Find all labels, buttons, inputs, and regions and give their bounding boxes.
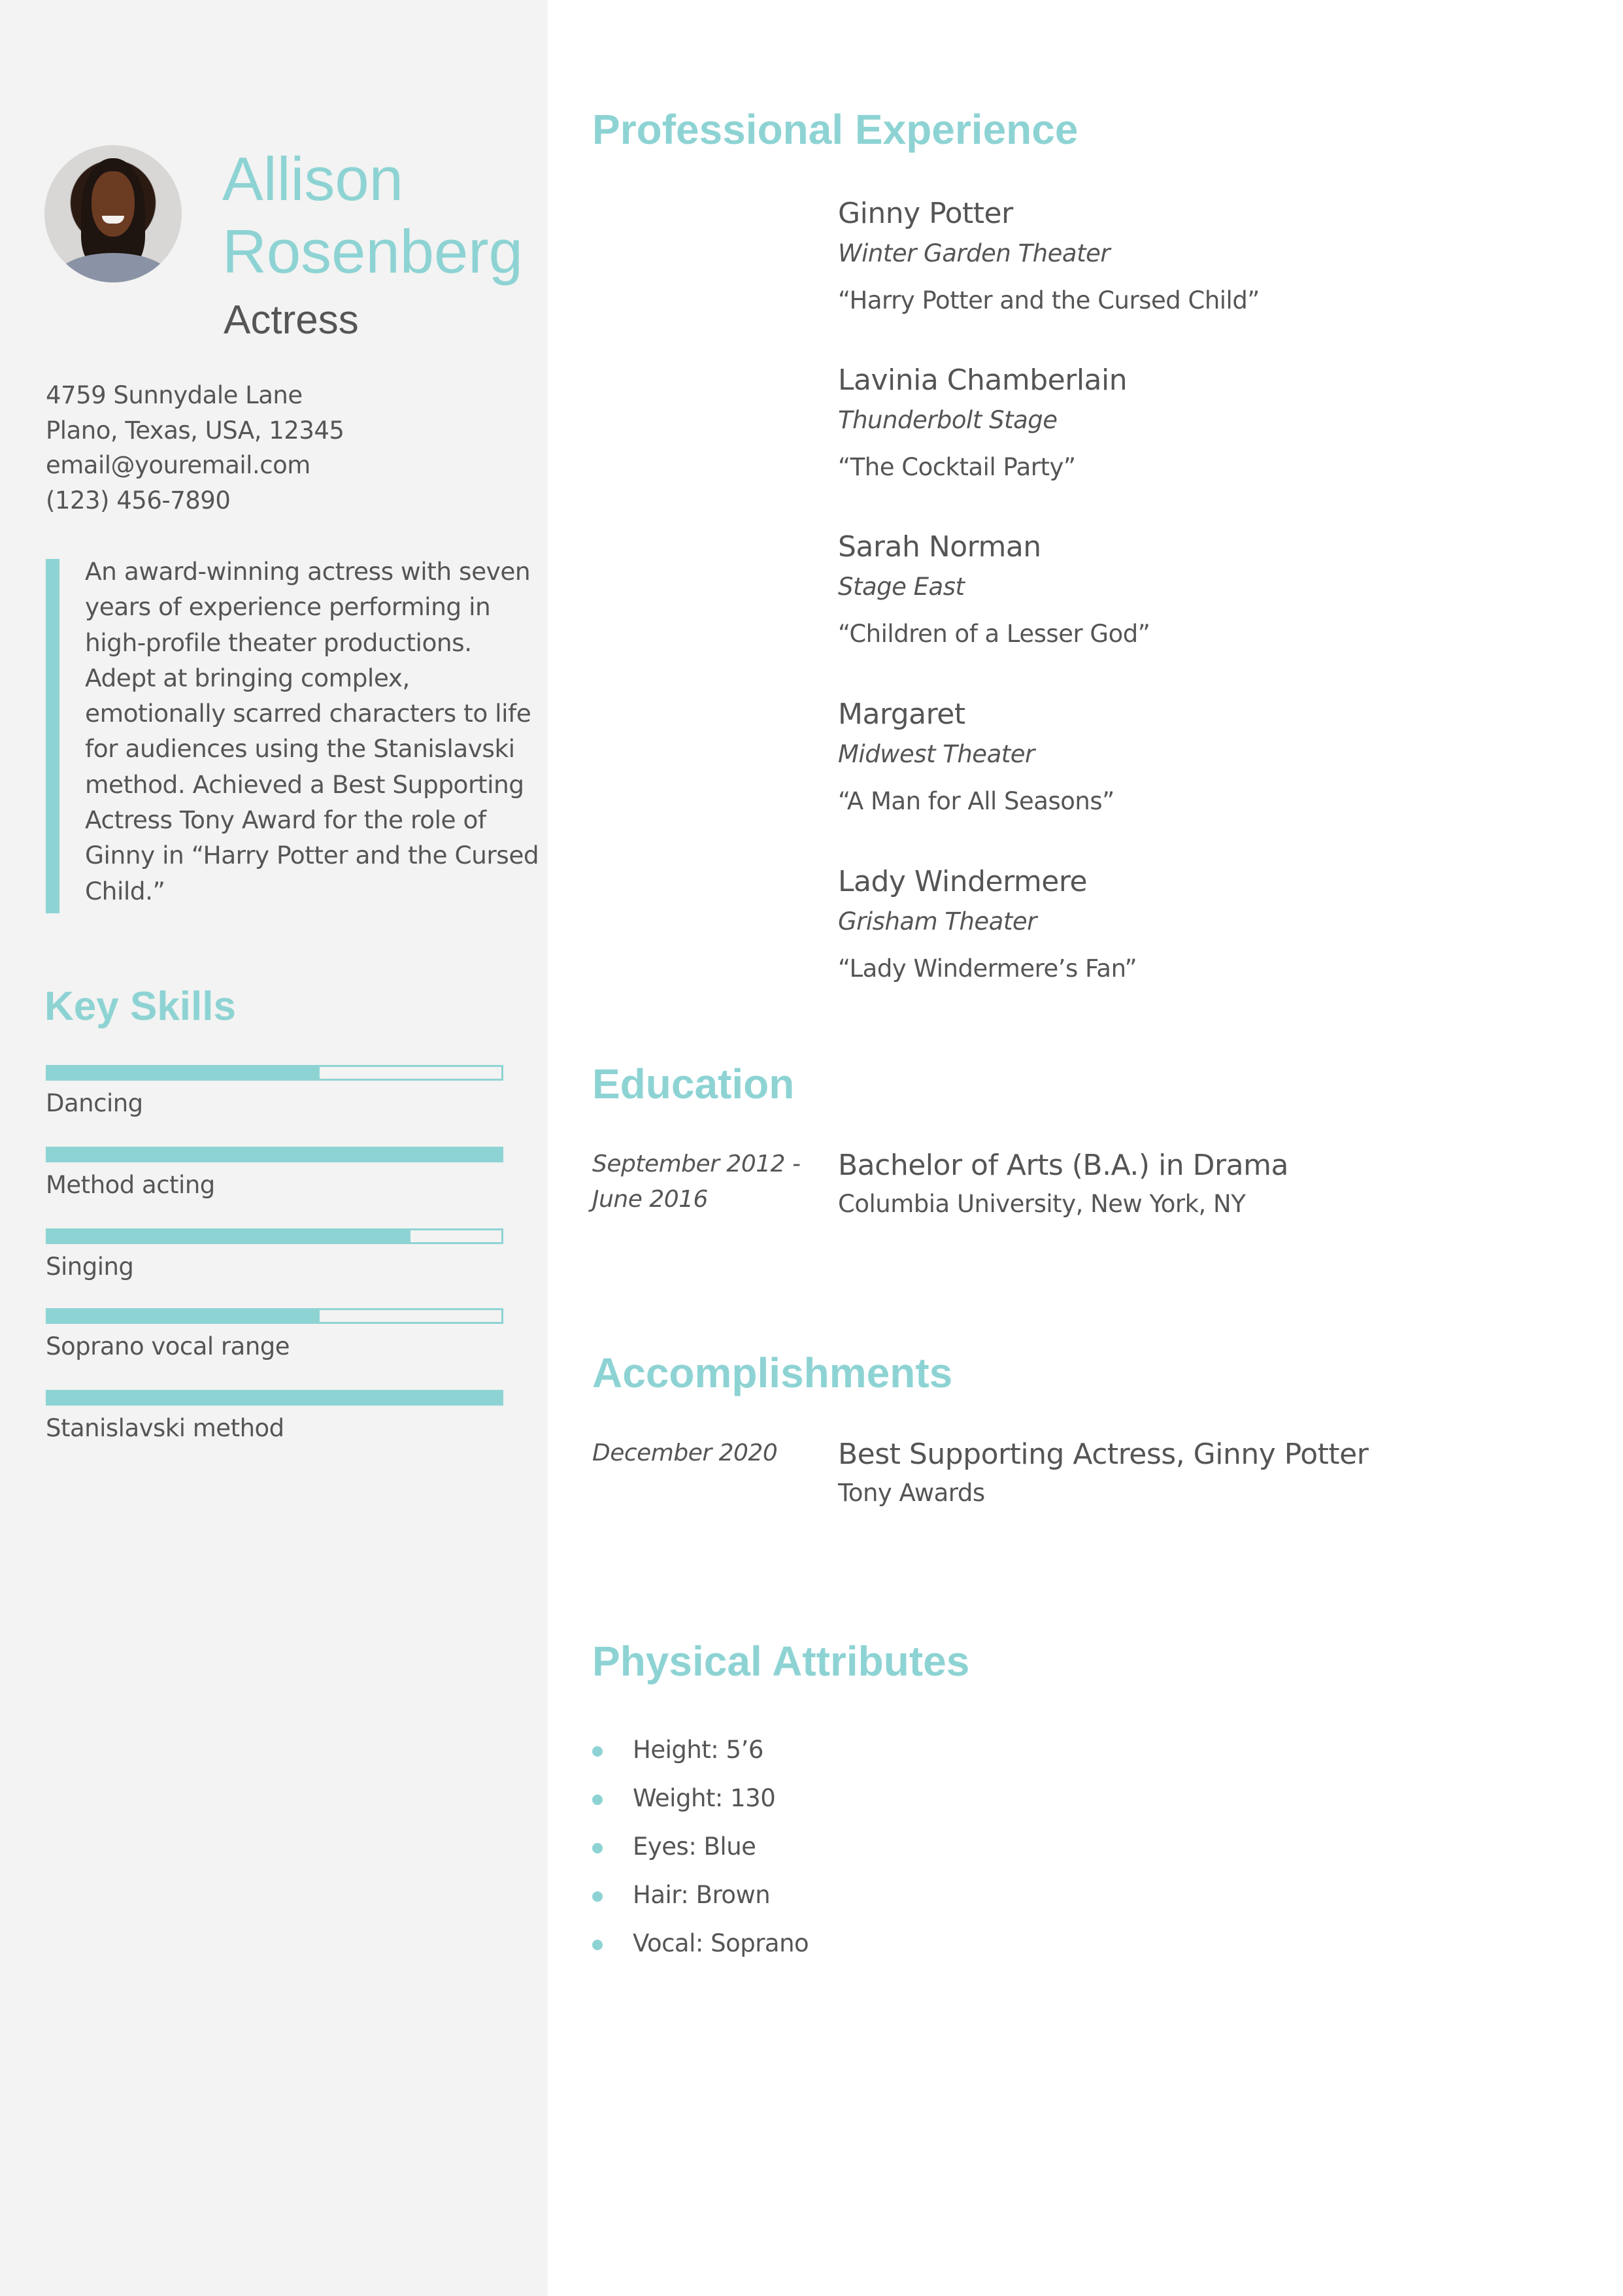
bullet-icon bbox=[592, 1843, 603, 1853]
experience-heading: Professional Experience bbox=[592, 106, 1079, 153]
avatar bbox=[44, 145, 182, 282]
skill-label: Method acting bbox=[46, 1171, 215, 1199]
skill-bar-fill bbox=[46, 1147, 503, 1162]
accomplishment-detail bbox=[838, 1436, 1557, 1513]
experience-item bbox=[838, 362, 1557, 486]
attribute-text: Height: 5’6 bbox=[633, 1736, 763, 1764]
bullet-icon bbox=[592, 1795, 603, 1805]
skill-item bbox=[46, 1228, 503, 1283]
attribute-item bbox=[592, 1871, 809, 1919]
skill-bar bbox=[46, 1228, 503, 1244]
education-degree: Bachelor of Arts (B.A.) in Drama bbox=[838, 1149, 1288, 1182]
skill-bar-fill bbox=[46, 1065, 320, 1081]
skill-bar bbox=[46, 1065, 503, 1081]
candidate-name bbox=[222, 143, 549, 288]
attribute-text: Hair: Brown bbox=[633, 1881, 771, 1909]
experience-show: “A Man for All Seasons” bbox=[838, 787, 1114, 815]
contact-info bbox=[46, 378, 529, 518]
bullet-icon bbox=[592, 1746, 603, 1757]
contact-street: 4759 Sunnydale Lane bbox=[46, 381, 303, 409]
job-title: Actress bbox=[224, 297, 359, 343]
experience-venue: Winter Garden Theater bbox=[838, 239, 1111, 267]
attribute-item bbox=[592, 1919, 809, 1968]
education-detail bbox=[838, 1147, 1557, 1224]
main-content bbox=[548, 0, 1623, 2296]
accomplishment-date: December 2020 bbox=[592, 1440, 778, 1466]
experience-venue: Thunderbolt Stage bbox=[838, 406, 1058, 434]
experience-show: “Lady Windermere’s Fan” bbox=[838, 954, 1137, 983]
skill-item bbox=[46, 1308, 503, 1363]
experience-show: “The Cocktail Party” bbox=[838, 453, 1076, 481]
skill-label: Stanislavski method bbox=[46, 1414, 284, 1442]
education-dates bbox=[592, 1147, 814, 1217]
physical-attributes-list bbox=[592, 1726, 809, 1968]
bullet-icon bbox=[592, 1891, 603, 1902]
skill-label: Dancing bbox=[46, 1089, 143, 1117]
attribute-text: Vocal: Soprano bbox=[633, 1929, 809, 1957]
skill-bar-fill bbox=[46, 1308, 320, 1324]
accomplishments-heading: Accomplishments bbox=[592, 1349, 953, 1396]
skills-heading: Key Skills bbox=[44, 984, 236, 1029]
attribute-text: Weight: 130 bbox=[633, 1784, 776, 1812]
experience-item bbox=[838, 696, 1557, 820]
first-name: Allison bbox=[222, 144, 403, 213]
experience-role: Sarah Norman bbox=[838, 530, 1041, 564]
experience-venue: Midwest Theater bbox=[838, 740, 1035, 768]
skill-bar-fill bbox=[46, 1390, 503, 1406]
experience-role: Lady Windermere bbox=[838, 865, 1088, 898]
education-date-end: June 2016 bbox=[592, 1186, 708, 1213]
education-date-start: September 2012 - bbox=[592, 1151, 801, 1177]
contact-phone: (123) 456-7890 bbox=[46, 486, 231, 515]
skill-bar bbox=[46, 1308, 503, 1324]
sidebar bbox=[0, 0, 548, 2296]
skill-label: Singing bbox=[46, 1253, 134, 1281]
experience-show: “Harry Potter and the Cursed Child” bbox=[838, 286, 1260, 314]
accomplishment-org: Tony Awards bbox=[838, 1479, 985, 1507]
summary-accent-bar bbox=[46, 559, 59, 913]
skill-label: Soprano vocal range bbox=[46, 1332, 290, 1360]
last-name: Rosenberg bbox=[222, 217, 523, 286]
skill-bar bbox=[46, 1390, 503, 1406]
education-school: Columbia University, New York, NY bbox=[838, 1190, 1246, 1218]
skill-item bbox=[46, 1390, 503, 1445]
attribute-text: Eyes: Blue bbox=[633, 1832, 756, 1861]
contact-email[interactable]: email@youremail.com bbox=[46, 451, 310, 479]
experience-item bbox=[838, 863, 1557, 987]
experience-item bbox=[838, 528, 1557, 652]
attribute-item bbox=[592, 1726, 809, 1774]
summary-block bbox=[46, 557, 539, 913]
accomplishment-award: Best Supporting Actress, Ginny Potter bbox=[838, 1438, 1369, 1471]
avatar-face bbox=[92, 171, 135, 237]
avatar-shirt bbox=[58, 253, 169, 282]
experience-item bbox=[838, 195, 1557, 319]
experience-show: “Children of a Lesser God” bbox=[838, 620, 1150, 648]
bullet-icon bbox=[592, 1940, 603, 1950]
skill-item bbox=[46, 1065, 503, 1120]
experience-role: Margaret bbox=[838, 698, 965, 731]
experience-role: Ginny Potter bbox=[838, 197, 1013, 230]
experience-venue: Grisham Theater bbox=[838, 907, 1037, 936]
skill-bar bbox=[46, 1147, 503, 1162]
attribute-item bbox=[592, 1823, 809, 1871]
experience-role: Lavinia Chamberlain bbox=[838, 363, 1128, 397]
attribute-item bbox=[592, 1774, 809, 1823]
physical-heading: Physical Attributes bbox=[592, 1638, 970, 1685]
education-heading: Education bbox=[592, 1060, 795, 1107]
contact-city: Plano, Texas, USA, 12345 bbox=[46, 416, 344, 445]
summary-text: An award-winning actress with seven years of experience performing in high-profile theater productions. Adept at bringing complex, emotionally scarred characters to life for audiences using the Stanislavski method. Achieved a Best Supporting Actress Tony Award for the role of Ginny in “Harry Potter and the Cursed Child.” bbox=[85, 557, 539, 905]
skill-item bbox=[46, 1147, 503, 1202]
skill-bar-fill bbox=[46, 1228, 410, 1244]
experience-venue: Stage East bbox=[838, 573, 965, 601]
